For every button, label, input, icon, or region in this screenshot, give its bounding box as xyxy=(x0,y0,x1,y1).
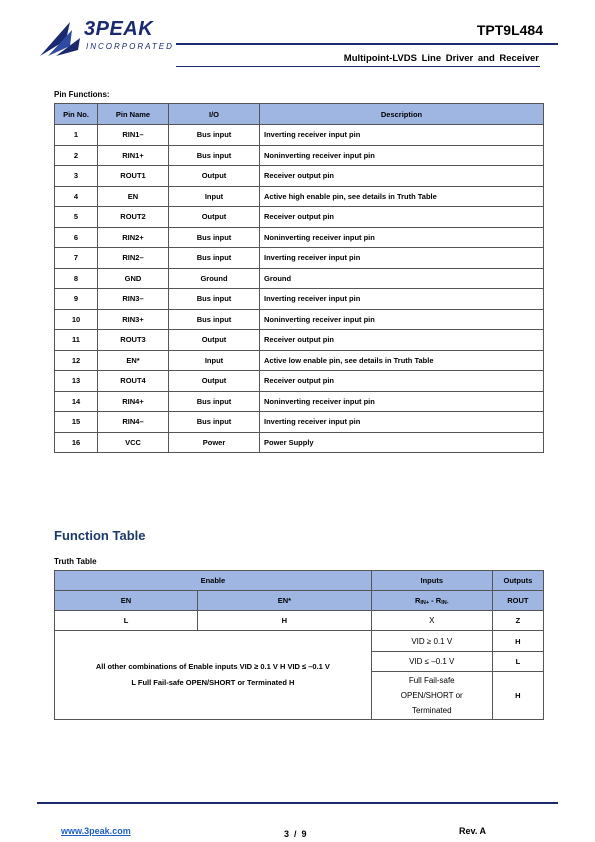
pin-number-cell: 9 xyxy=(55,289,98,310)
pin-description-cell: Active high enable pin, see details in Truth Table xyxy=(260,186,544,207)
footer-divider xyxy=(37,802,558,804)
pin-description-cell: Inverting receiver input pin xyxy=(260,248,544,269)
header-divider xyxy=(176,43,558,45)
rin-main-label: R xyxy=(414,595,421,605)
pin-name-cell: ROUT4 xyxy=(98,371,169,392)
pin-name-cell: RIN2+ xyxy=(98,227,169,248)
pin-number-cell: 4 xyxy=(55,186,98,207)
pin-description-cell: Receiver output pin xyxy=(260,330,544,351)
pin-io-cell: Ground xyxy=(169,268,260,289)
pin-io-cell: Output xyxy=(169,371,260,392)
pin-row xyxy=(55,330,544,351)
pin-description-cell: Noninverting receiver input pin xyxy=(260,145,544,166)
pin-description-cell: Noninverting receiver input pin xyxy=(260,391,544,412)
outputs-group-header: Outputs xyxy=(492,571,543,591)
pin-name-cell: ROUT2 xyxy=(98,207,169,228)
vid-low-output-cell: L xyxy=(492,652,543,672)
pin-io-cell: Input xyxy=(169,186,260,207)
pin-functions-title: Pin Functions: xyxy=(54,90,110,99)
pin-row xyxy=(55,432,544,453)
brand-subtitle: INCORPORATED xyxy=(86,42,174,51)
pin-io-cell: Bus input xyxy=(169,227,260,248)
pin-row xyxy=(55,268,544,289)
pin-number-cell: 13 xyxy=(55,371,98,392)
revision-label: Rev. A xyxy=(459,826,487,836)
pin-name-cell: RIN3+ xyxy=(98,309,169,330)
failsafe-input-cell xyxy=(371,672,492,720)
pin-number-cell: 11 xyxy=(55,330,98,351)
pin-number-cell: 12 xyxy=(55,350,98,371)
column-header-pin-no: Pin No. xyxy=(55,104,98,125)
pin-io-cell: Output xyxy=(169,166,260,187)
pin-name-cell: ROUT3 xyxy=(98,330,169,351)
row1-en-n-cell: H xyxy=(198,611,372,631)
pin-description-cell: Receiver output pin xyxy=(260,166,544,187)
truth-table xyxy=(54,570,544,720)
pin-description-cell: Noninverting receiver input pin xyxy=(260,227,544,248)
page-number: 3 / 9 xyxy=(284,829,307,839)
other-combinations-cell xyxy=(55,631,372,720)
pin-row xyxy=(55,248,544,269)
vid-low-input-cell: VID ≤ –0.1 V xyxy=(371,652,492,672)
pin-number-cell: 14 xyxy=(55,391,98,412)
en-n-column-header: EN* xyxy=(198,591,372,611)
enable-group-header: Enable xyxy=(55,571,372,591)
pin-row xyxy=(55,309,544,330)
pin-description-cell: Inverting receiver input pin xyxy=(260,289,544,310)
pin-description-cell: Noninverting receiver input pin xyxy=(260,309,544,330)
pin-description-cell: Power Supply xyxy=(260,432,544,453)
pin-row xyxy=(55,145,544,166)
pin-name-cell: RIN1+ xyxy=(98,145,169,166)
pin-description-cell: Receiver output pin xyxy=(260,207,544,228)
pin-row xyxy=(55,289,544,310)
other-combinations-line2: L Full Fail-safe OPEN/SHORT or Terminated H xyxy=(131,678,295,687)
pin-description-cell: Ground xyxy=(260,268,544,289)
pin-io-cell: Bus input xyxy=(169,289,260,310)
pin-number-cell: 1 xyxy=(55,125,98,146)
pin-description-cell: Active low enable pin, see details in Truth Table xyxy=(260,350,544,371)
pin-row xyxy=(55,350,544,371)
pin-description-cell: Inverting receiver input pin xyxy=(260,125,544,146)
pin-number-cell: 16 xyxy=(55,432,98,453)
pin-name-cell: RIN1– xyxy=(98,125,169,146)
pin-number-cell: 15 xyxy=(55,412,98,433)
pin-io-cell: Bus input xyxy=(169,145,260,166)
document-subtitle: Multipoint-LVDS Line Driver and Receiver xyxy=(343,53,539,64)
part-number: TPT9L484 xyxy=(476,22,543,38)
rout-column-header: ROUT xyxy=(492,591,543,611)
pin-description-cell: Receiver output pin xyxy=(260,371,544,392)
rin-plus-subscript: IN+ xyxy=(420,599,430,606)
pin-row xyxy=(55,125,544,146)
pin-row xyxy=(55,391,544,412)
function-table-heading: Function Table xyxy=(54,528,146,543)
row1-input-cell: X xyxy=(371,611,492,631)
pin-name-cell: EN xyxy=(98,186,169,207)
pin-io-cell: Power xyxy=(169,432,260,453)
pin-number-cell: 7 xyxy=(55,248,98,269)
pin-io-cell: Bus input xyxy=(169,309,260,330)
pin-row xyxy=(55,412,544,433)
pin-number-cell: 5 xyxy=(55,207,98,228)
failsafe-line2: OPEN/SHORT or xyxy=(400,691,463,700)
rin-column-header xyxy=(371,591,492,611)
pin-row xyxy=(55,186,544,207)
pin-io-cell: Bus input xyxy=(169,248,260,269)
pin-description-cell: Inverting receiver input pin xyxy=(260,412,544,433)
pin-name-cell: VCC xyxy=(98,432,169,453)
pin-name-cell: GND xyxy=(98,268,169,289)
pin-row xyxy=(55,227,544,248)
vid-high-input-cell: VID ≥ 0.1 V xyxy=(371,631,492,652)
pin-row xyxy=(55,207,544,228)
brand-name: 3PEAK xyxy=(84,18,154,40)
subtitle-divider xyxy=(176,66,540,67)
pin-io-cell: Output xyxy=(169,330,260,351)
truth-table-title: Truth Table xyxy=(54,557,97,566)
vid-high-output-cell: H xyxy=(492,631,543,652)
pin-name-cell: RIN2– xyxy=(98,248,169,269)
column-header-description: Description xyxy=(260,104,544,125)
inputs-group-header: Inputs xyxy=(371,571,492,591)
pin-io-cell: Bus input xyxy=(169,391,260,412)
pin-name-cell: RIN3– xyxy=(98,289,169,310)
pin-number-cell: 10 xyxy=(55,309,98,330)
pin-number-cell: 6 xyxy=(55,227,98,248)
peak-logo-icon xyxy=(40,20,84,58)
pin-number-cell: 3 xyxy=(55,166,98,187)
pin-io-cell: Bus input xyxy=(169,412,260,433)
column-header-pin-name: Pin Name xyxy=(98,104,169,125)
pin-number-cell: 8 xyxy=(55,268,98,289)
other-combinations-line1: All other combinations of Enable inputs VID ≥ 0.1 V H VID ≤ –0.1 V xyxy=(95,662,330,671)
pin-name-cell: RIN4+ xyxy=(98,391,169,412)
row1-en-cell: L xyxy=(55,611,198,631)
en-column-header: EN xyxy=(55,591,198,611)
pin-name-cell: ROUT1 xyxy=(98,166,169,187)
pin-row xyxy=(55,166,544,187)
column-header-io: I/O xyxy=(169,104,260,125)
pin-io-cell: Bus input xyxy=(169,125,260,146)
rin-minus-subscript: IN- xyxy=(441,599,449,606)
failsafe-line3: Terminated xyxy=(411,706,452,715)
pin-name-cell: RIN4– xyxy=(98,412,169,433)
pin-functions-table xyxy=(54,103,544,453)
failsafe-output-cell: H xyxy=(492,672,543,720)
company-logo xyxy=(40,20,180,60)
pin-name-cell: EN* xyxy=(98,350,169,371)
pin-number-cell: 2 xyxy=(55,145,98,166)
pin-io-cell: Input xyxy=(169,350,260,371)
row1-output-cell: Z xyxy=(492,611,543,631)
pin-io-cell: Output xyxy=(169,207,260,228)
pin-row xyxy=(55,371,544,392)
failsafe-line1: Full Fail-safe xyxy=(408,676,455,685)
website-link[interactable]: www.3peak.com xyxy=(61,826,131,836)
rin-separator: - R xyxy=(429,595,442,605)
